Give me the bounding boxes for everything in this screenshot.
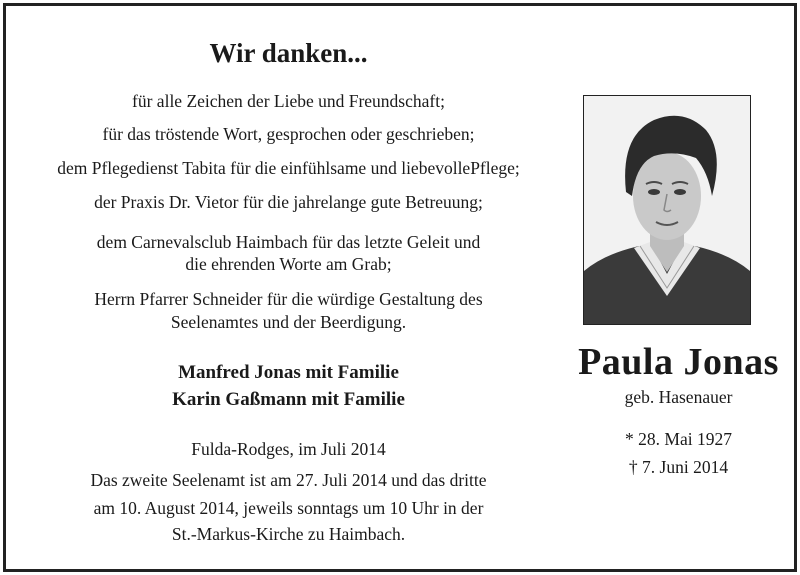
family-signature: Manfred Jonas mit Familie: [178, 362, 399, 383]
thanks-line: der Praxis Dr. Vietor für die jahrelange gute Betreuung;: [94, 192, 483, 212]
thanks-column: [6, 6, 571, 569]
death-date: † 7. Juni 2014: [628, 457, 729, 477]
thanks-line: dem Pflegedienst Tabita für die einfühlsame und liebevollePflege;: [57, 158, 520, 178]
thanks-line: die ehrenden Worte am Grab;: [185, 254, 392, 274]
notice-line: St.-Markus-Kirche zu Haimbach.: [171, 524, 406, 544]
thanks-line: für das tröstende Wort, gesprochen oder geschrieben;: [102, 124, 475, 144]
portrait-illustration: [584, 96, 750, 324]
thanks-line: Herrn Pfarrer Schneider für die würdige Gestaltung des: [94, 289, 483, 309]
thanks-line: Seelenamtes und der Beerdigung.: [170, 312, 407, 332]
maiden-name: geb. Hasenauer: [624, 387, 733, 407]
obituary-card: [3, 3, 797, 572]
notice-line: am 10. August 2014, jeweils sonntags um 10 Uhr in der: [93, 498, 484, 518]
notice-line: Das zweite Seelenamt ist am 27. Juli 2014 und das dritte: [90, 470, 487, 490]
family-signature: Karin Gaßmann mit Familie: [172, 389, 405, 410]
birth-date: * 28. Mai 1927: [625, 429, 732, 449]
place-date: Fulda-Rodges, im Juli 2014: [191, 439, 386, 459]
thanks-line: für alle Zeichen der Liebe und Freundschaft;: [132, 91, 445, 111]
deceased-name: Paula Jonas: [578, 341, 779, 383]
thanks-line: dem Carnevalsclub Haimbach für das letzte Geleit und: [96, 232, 481, 252]
thanks-heading: Wir danken...: [209, 38, 368, 68]
portrait-photo: [583, 95, 751, 325]
